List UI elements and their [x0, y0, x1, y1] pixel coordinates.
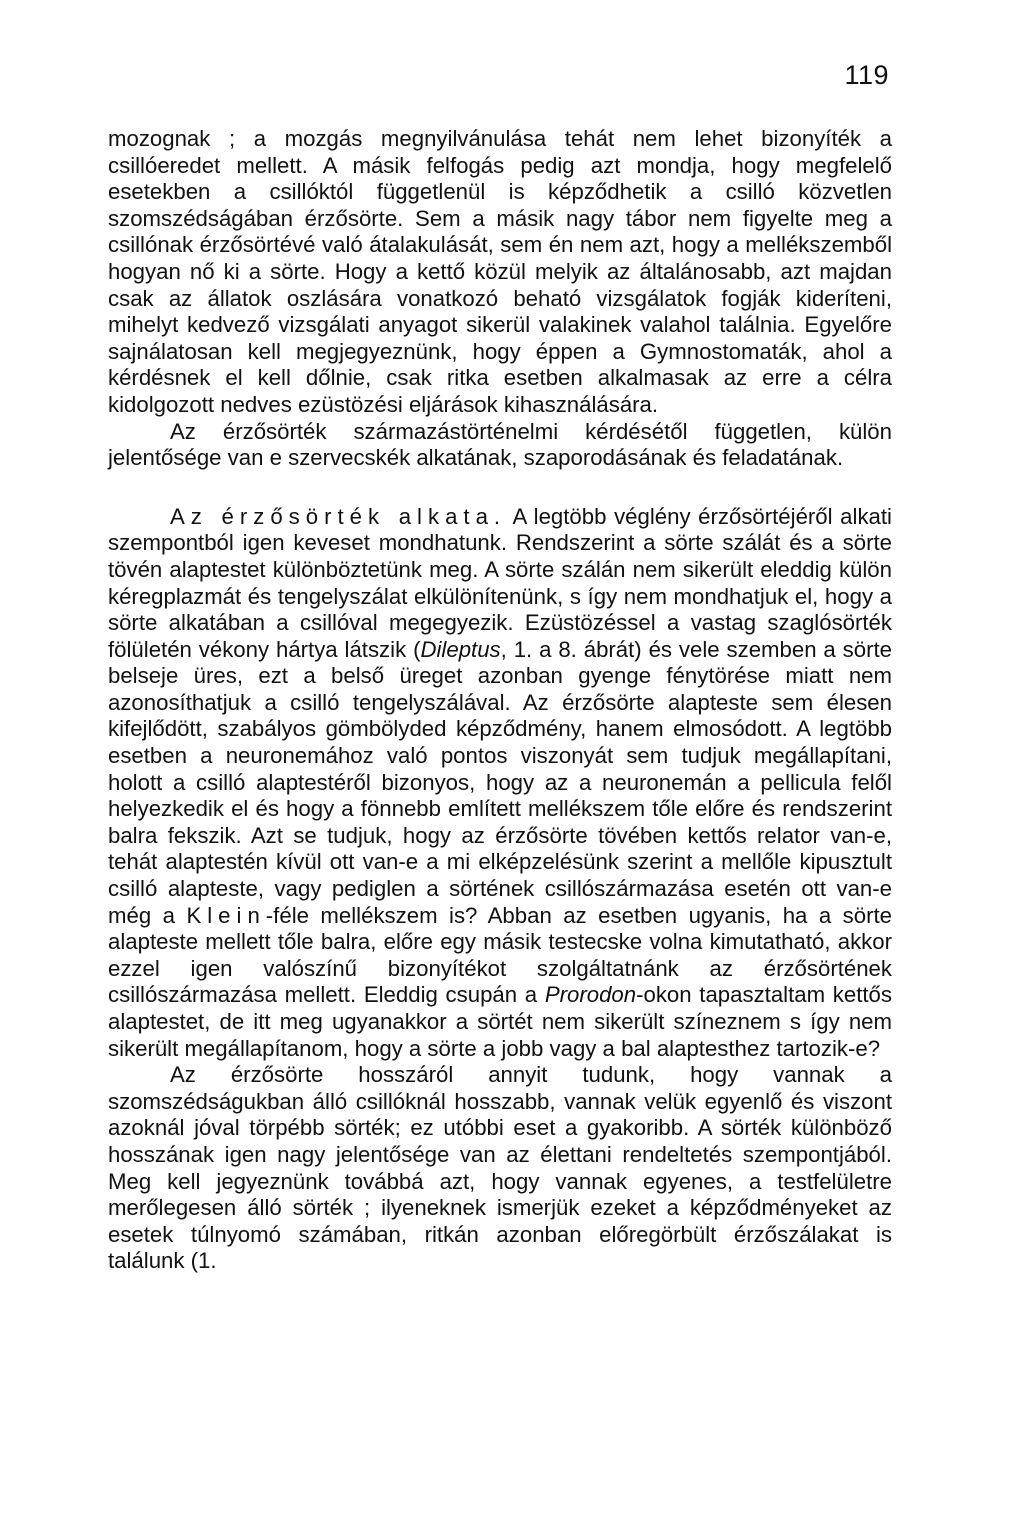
paragraph-text-part: -féle mellékszem is? Abban az esetben ugyanis, ha a sörte alapteste mellett tőle balra, előre egy másik testecske volna kimutatható, akkor ezzel igen valószínű bizonyítékot szolgáltatnánk az érzősörtének csillószármazása mellett. Eleddig csupán a	[108, 902, 892, 1008]
page-number: 119	[844, 60, 889, 90]
paragraph-text-part: -okon tapasztaltam kettős alaptestet, de itt meg ugyanakkor a sörtét nem sikerült színeznem s így nem sikerült megállapítanom, hogy a sörte a jobb vagy a bal alaptesthez tartozik-e?	[108, 982, 892, 1061]
author-name: Klein	[186, 902, 266, 928]
paragraph-continuation: mozognak ; a mozgás megnyilvánulása tehát nem lehet bizonyíték a csillóeredet mellett. A másik felfogás pedig azt mondja, hogy megfelelő esetekben a csillóktól függetlenül is képződhetik a csilló közvetlen szomszédságában érzősörte. Sem a másik nagy tábor nem figyelte meg a csillónak érzősörtévé való átalakulását, sem én nem azt, hogy a mellékszemből hogyan nő ki a sörte. Hogy a kettő közül melyik az általánosabb, azt majdan csak az állatok oszlására vonatkozó beható vizsgálatok fogják kideríteni, mihelyt kedvező vizsgálati anyagot sikerül valakinek valahol találnia. Egyelőre sajnálatosan kell megjegyeznünk, hogy éppen a Gymnostomaták, ahol a kérdésnek el kell dőlnie, csak ritka esetben alkalmasak az erre a célra kidolgozott nedves ezüstözési eljárások kihasználására.	[108, 126, 892, 417]
paragraph-text-part: , 1. a 8. ábrát) és vele szemben a sörte belseje üres, ezt a belső üreget azonban gyenge fénytörése miatt nem azonosíthatjuk a csilló tengelyszálával. Az érzősörte alapteste sem élesen kifejlődött, szabályos gömbölyded képződmény, hanem elmosódott. A legtöbb esetben a neuronemához való pontos viszonyát sem tudjuk megállapítani, holott a csilló alaptestéről bizonyos, hogy az a neuronemán a pellicula felől helyezkedik el és hogy a fönnebb említett mellékszem tőle előre és rendszerint balra fekszik. Azt se tudjuk, hogy az érzősörte tövében kettős relator van-e, tehát alaptestén kívül ott van-e a mi elképzelésünk szerint a mellőle kipusztult csilló alapteste, vagy pediglen a sörtének csillószármazása esetén ott van-e még a	[108, 636, 892, 928]
taxon-name: Dileptus	[420, 636, 501, 662]
taxon-name: Prorodon	[544, 982, 637, 1008]
paragraph-significance: Az érzősörték származástörténelmi kérdésétől független, külön jelentősége van e szervecskék alkatának, szaporodásának és feladatának.	[108, 418, 892, 471]
section-heading: Az érzősörték alkata.	[170, 503, 507, 529]
paragraph-text-part: A legtöbb véglény érzősörtéjéről alkati szempontból igen keveset mondhatunk. Rendszerint a sörte szálát és a sörte tövén alaptestet különböztetünk meg. A sörte szálán nem sikerült eleddig külön kéregplazmát és tengelyszálat elkülönítenünk, s így nem mondhatjuk el, hogy a sörte alkatában a csillóval megegyezik. Ezüstözéssel a vastag szaglósörték fölületén vékony hártya látszik (	[108, 503, 892, 662]
paragraph-bristle-length: Az érzősörte hosszáról annyit tudunk, hogy vannak a szomszédságukban álló csillóknál hosszabb, vannak velük egyenlő és viszont azoknál jóval törpébb sörték; ez utóbbi eset a gyakoribb. A sörték különböző hosszának igen nagy jelentősége van az élettani rendeltetés szempontjából. Meg kell jegyeznünk továbbá azt, hogy vannak egyenes, a testfelületre merőlegesen álló sörték ; ilyeneknek ismerjük ezeket a képződményeket az esetek túlnyomó számában, ritkán azonban előregörbült érzőszálakat is találunk (1.	[108, 1062, 892, 1274]
body-text	[108, 126, 892, 1275]
paragraph-structure	[108, 504, 892, 1062]
